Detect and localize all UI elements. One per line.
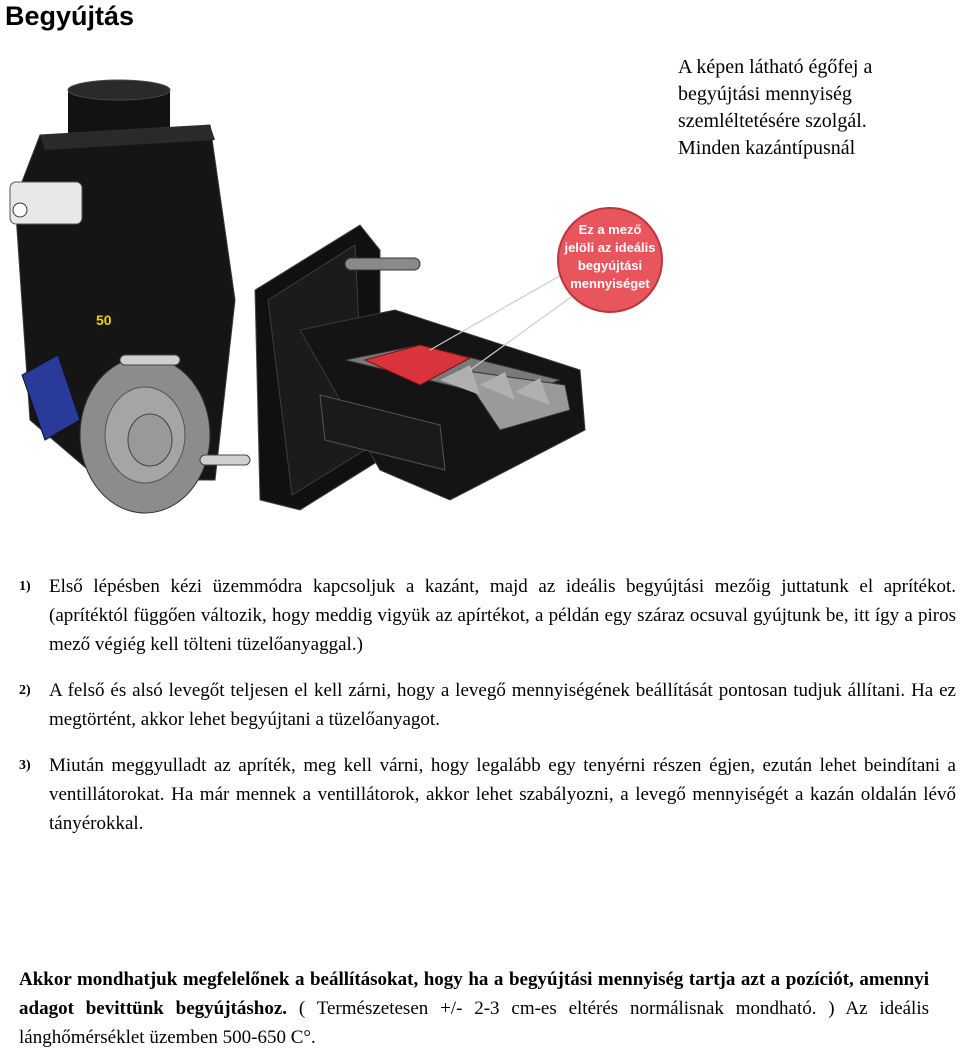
step-item	[19, 572, 956, 659]
caption-line: szemléltetésére szolgál.	[678, 110, 867, 132]
step-number: 1)	[19, 579, 31, 594]
callout-bubble	[558, 208, 662, 312]
page-title: Begyújtás	[5, 1, 135, 31]
fan-unit	[80, 357, 210, 513]
label-50: 50	[96, 312, 112, 328]
conclusion-normal: ( Természetesen +/- 2-3 cm-es eltérés normálisnak mondható. ) Az ideális lánghőmérséklet üzemben 500-650 C°.	[19, 998, 929, 1048]
caption-line: begyújtási mennyiség	[678, 83, 852, 105]
step-number: 3)	[19, 758, 31, 773]
figure-caption	[678, 54, 948, 162]
instruction-steps	[19, 572, 956, 855]
caption-line: A képen látható égőfej a	[678, 56, 873, 78]
callout-line: jelöli az ideális	[564, 240, 656, 255]
burner-illustration	[0, 75, 680, 515]
callout-line: mennyiséget	[570, 276, 650, 291]
callout-line: begyújtási	[577, 258, 643, 273]
step-text: Miután meggyulladt az apríték, meg kell várni, hogy legalább egy tenyérni részen égjen, ezután lehet beindítani a ventillátorokat. Ha már mennek a ventillátorok, akkor lehet szabályozni, a levegő mennyiségét a kazán oldalán lévő tányérokkal.	[49, 755, 956, 834]
step-number: 2)	[19, 683, 31, 698]
caption-line: Minden kazántípusnál	[678, 137, 856, 159]
conclusion-paragraph	[19, 965, 929, 1052]
step-text: Első lépésben kézi üzemmódra kapcsoljuk a kazánt, majd az ideális begyújtási mezőig juttatunk el aprítékot. (aprítéktól függően változik, hogy meddig vigyük az apírtékot, a példán egy száraz ocsuval gyújtunk be, itt így a piros mező végiég kell tölteni tüzelőanyaggal.)	[49, 576, 956, 655]
step-item	[19, 676, 956, 734]
step-text: A felső és alsó levegőt teljesen el kell zárni, hogy a levegő mennyiségének beállítását pontosan tudjuk állítani. Ha ez megtörtént, akkor lehet begyújtani a tüzelőanyagot.	[49, 680, 956, 730]
step-item	[19, 751, 956, 838]
conclusion-bold: Akkor mondhatjuk megfelelőnek a beállításokat, hogy ha a begyújtási mennyiség tartja azt a pozíciót, amennyi adagot bevittünk begyújtáshoz.	[19, 969, 929, 1019]
callout-line: Ez a mező	[578, 222, 642, 237]
